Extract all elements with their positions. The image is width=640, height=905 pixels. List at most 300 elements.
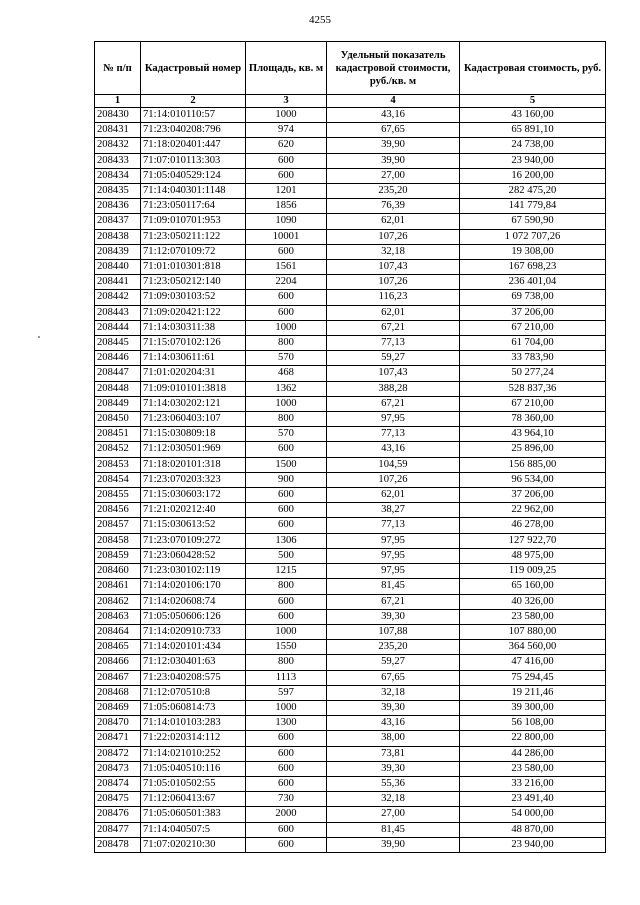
cadastral-number-cell: 71:05:010502:55 — [141, 776, 246, 791]
cadastral-cost-cell: 33 783,90 — [460, 351, 606, 366]
cadastral-cost-cell: 23 940,00 — [460, 153, 606, 168]
area-cell: 800 — [246, 412, 327, 427]
cadastral-number-cell: 71:14:030311:38 — [141, 320, 246, 335]
cadastral-number-cell: 71:23:060403:107 — [141, 412, 246, 427]
cadastral-cost-cell: 167 698,23 — [460, 260, 606, 275]
cadastral-cost-cell: 78 360,00 — [460, 412, 606, 427]
table-row — [95, 108, 606, 123]
area-cell: 600 — [246, 731, 327, 746]
area-cell: 600 — [246, 837, 327, 852]
area-cell: 468 — [246, 366, 327, 381]
table-row — [95, 275, 606, 290]
cadastral-cost-cell: 282 475,20 — [460, 184, 606, 199]
specific-index-cell: 43,16 — [327, 108, 460, 123]
table-row — [95, 518, 606, 533]
specific-index-cell: 97,95 — [327, 548, 460, 563]
area-cell: 800 — [246, 579, 327, 594]
cadastral-number-cell: 71:12:060413:67 — [141, 792, 246, 807]
cadastral-cost-cell: 156 885,00 — [460, 457, 606, 472]
specific-index-cell: 43,16 — [327, 716, 460, 731]
specific-index-cell: 116,23 — [327, 290, 460, 305]
cadastral-number-cell: 71:05:060501:383 — [141, 807, 246, 822]
specific-index-cell: 59,27 — [327, 351, 460, 366]
area-cell: 900 — [246, 472, 327, 487]
cadastral-number-cell: 71:07:010113:303 — [141, 153, 246, 168]
cadastral-cost-cell: 61 704,00 — [460, 336, 606, 351]
area-cell: 600 — [246, 153, 327, 168]
header-number: № п/п — [95, 42, 141, 95]
cadastral-cost-cell: 1 072 707,26 — [460, 229, 606, 244]
row-number-cell: 208434 — [95, 168, 141, 183]
area-cell: 600 — [246, 244, 327, 259]
row-number-cell: 208448 — [95, 381, 141, 396]
cadastral-number-cell: 71:15:030613:52 — [141, 518, 246, 533]
table-row — [95, 412, 606, 427]
specific-index-cell: 77,13 — [327, 336, 460, 351]
cadastral-cost-cell: 37 206,00 — [460, 488, 606, 503]
specific-index-cell: 67,21 — [327, 594, 460, 609]
table-row — [95, 214, 606, 229]
cadastral-number-cell: 71:12:030501:969 — [141, 442, 246, 457]
cadastral-cost-cell: 22 962,00 — [460, 503, 606, 518]
row-number-cell: 208467 — [95, 670, 141, 685]
table-row — [95, 153, 606, 168]
cadastral-cost-cell: 141 779,84 — [460, 199, 606, 214]
specific-index-cell: 107,43 — [327, 260, 460, 275]
area-cell: 1090 — [246, 214, 327, 229]
cadastral-number-cell: 71:14:010110:57 — [141, 108, 246, 123]
area-cell: 974 — [246, 123, 327, 138]
specific-index-cell: 59,27 — [327, 655, 460, 670]
table-row — [95, 320, 606, 335]
specific-index-cell: 107,88 — [327, 624, 460, 639]
specific-index-cell: 38,27 — [327, 503, 460, 518]
specific-index-cell: 27,00 — [327, 168, 460, 183]
row-number-cell: 208439 — [95, 244, 141, 259]
table-row — [95, 807, 606, 822]
specific-index-cell: 81,45 — [327, 579, 460, 594]
cadastral-number-cell: 71:09:020421:122 — [141, 305, 246, 320]
cadastral-number-cell: 71:23:060428:52 — [141, 548, 246, 563]
cadastral-cost-cell: 96 534,00 — [460, 472, 606, 487]
row-number-cell: 208437 — [95, 214, 141, 229]
row-number-cell: 208461 — [95, 579, 141, 594]
row-number-cell: 208470 — [95, 716, 141, 731]
area-cell: 600 — [246, 822, 327, 837]
specific-index-cell: 32,18 — [327, 792, 460, 807]
table-row — [95, 184, 606, 199]
table-row — [95, 579, 606, 594]
cadastral-number-cell: 71:14:040507:5 — [141, 822, 246, 837]
specific-index-cell: 55,36 — [327, 776, 460, 791]
row-number-cell: 208444 — [95, 320, 141, 335]
area-cell: 600 — [246, 168, 327, 183]
table-row — [95, 564, 606, 579]
cadastral-number-cell: 71:15:030809:18 — [141, 427, 246, 442]
cadastral-cost-cell: 23 580,00 — [460, 609, 606, 624]
specific-index-cell: 107,26 — [327, 229, 460, 244]
table-body — [95, 108, 606, 853]
area-cell: 1000 — [246, 320, 327, 335]
column-number: 3 — [246, 95, 327, 108]
area-cell: 1550 — [246, 640, 327, 655]
row-number-cell: 208435 — [95, 184, 141, 199]
row-number-cell: 208460 — [95, 564, 141, 579]
cadastral-cost-cell: 23 940,00 — [460, 837, 606, 852]
specific-index-cell: 39,30 — [327, 609, 460, 624]
table-row — [95, 260, 606, 275]
area-cell: 1300 — [246, 716, 327, 731]
row-number-cell: 208459 — [95, 548, 141, 563]
area-cell: 600 — [246, 305, 327, 320]
header-row — [95, 42, 606, 95]
table-row — [95, 244, 606, 259]
cadastral-cost-cell: 47 416,00 — [460, 655, 606, 670]
table-row — [95, 381, 606, 396]
row-number-cell: 208430 — [95, 108, 141, 123]
specific-index-cell: 67,65 — [327, 670, 460, 685]
specific-index-cell: 107,26 — [327, 472, 460, 487]
cadastral-number-cell: 71:12:030401:63 — [141, 655, 246, 670]
table-row — [95, 123, 606, 138]
specific-index-cell: 97,95 — [327, 564, 460, 579]
cadastral-number-cell: 71:01:020204:31 — [141, 366, 246, 381]
row-number-cell: 208457 — [95, 518, 141, 533]
row-number-cell: 208440 — [95, 260, 141, 275]
area-cell: 1561 — [246, 260, 327, 275]
specific-index-cell: 39,90 — [327, 153, 460, 168]
column-number: 2 — [141, 95, 246, 108]
cadastral-number-cell: 71:09:010101:3818 — [141, 381, 246, 396]
cadastral-cost-cell: 37 206,00 — [460, 305, 606, 320]
cadastral-cost-cell: 67 590,90 — [460, 214, 606, 229]
cadastral-number-cell: 71:22:020314:112 — [141, 731, 246, 746]
area-cell: 10001 — [246, 229, 327, 244]
cadastral-number-cell: 71:23:070203:323 — [141, 472, 246, 487]
table-row — [95, 472, 606, 487]
specific-index-cell: 27,00 — [327, 807, 460, 822]
area-cell: 1000 — [246, 396, 327, 411]
header-cadastral-cost: Кадастровая стоимость, руб. — [460, 42, 606, 95]
area-cell: 600 — [246, 761, 327, 776]
table-row — [95, 138, 606, 153]
row-number-cell: 208469 — [95, 700, 141, 715]
row-number-cell: 208451 — [95, 427, 141, 442]
table-row — [95, 457, 606, 472]
table-row — [95, 837, 606, 852]
table-row — [95, 533, 606, 548]
cadastral-value-table — [94, 41, 606, 853]
area-cell: 570 — [246, 351, 327, 366]
cadastral-number-cell: 71:15:030603:172 — [141, 488, 246, 503]
specific-index-cell: 62,01 — [327, 488, 460, 503]
row-number-cell: 208445 — [95, 336, 141, 351]
area-cell: 800 — [246, 336, 327, 351]
cadastral-number-cell: 71:14:020101:434 — [141, 640, 246, 655]
cadastral-cost-cell: 46 278,00 — [460, 518, 606, 533]
row-number-cell: 208455 — [95, 488, 141, 503]
cadastral-cost-cell: 69 738,00 — [460, 290, 606, 305]
table-row — [95, 229, 606, 244]
table-row — [95, 351, 606, 366]
specific-index-cell: 97,95 — [327, 412, 460, 427]
specific-index-cell: 77,13 — [327, 518, 460, 533]
row-number-cell: 208473 — [95, 761, 141, 776]
header-area: Площадь, кв. м — [246, 42, 327, 95]
cadastral-number-cell: 71:14:020106:170 — [141, 579, 246, 594]
cadastral-cost-cell: 25 896,00 — [460, 442, 606, 457]
row-number-cell: 208463 — [95, 609, 141, 624]
cadastral-cost-cell: 127 922,70 — [460, 533, 606, 548]
row-number-cell: 208447 — [95, 366, 141, 381]
table-row — [95, 290, 606, 305]
row-number-cell: 208449 — [95, 396, 141, 411]
specific-index-cell: 107,26 — [327, 275, 460, 290]
cadastral-cost-cell: 48 975,00 — [460, 548, 606, 563]
table-row — [95, 442, 606, 457]
area-cell: 1500 — [246, 457, 327, 472]
table-row — [95, 396, 606, 411]
area-cell: 600 — [246, 518, 327, 533]
specific-index-cell: 38,00 — [327, 731, 460, 746]
cadastral-number-cell: 71:14:040301:1148 — [141, 184, 246, 199]
row-number-cell: 208472 — [95, 746, 141, 761]
specific-index-cell: 32,18 — [327, 685, 460, 700]
row-number-cell: 208442 — [95, 290, 141, 305]
row-number-cell: 208478 — [95, 837, 141, 852]
cadastral-cost-cell: 67 210,00 — [460, 396, 606, 411]
cadastral-cost-cell: 44 286,00 — [460, 746, 606, 761]
row-number-cell: 208436 — [95, 199, 141, 214]
table-row — [95, 366, 606, 381]
column-number: 5 — [460, 95, 606, 108]
row-number-cell: 208464 — [95, 624, 141, 639]
area-cell: 1306 — [246, 533, 327, 548]
specific-index-cell: 67,21 — [327, 396, 460, 411]
area-cell: 1000 — [246, 700, 327, 715]
row-number-cell: 208466 — [95, 655, 141, 670]
table-row — [95, 700, 606, 715]
cadastral-cost-cell: 67 210,00 — [460, 320, 606, 335]
row-number-cell: 208433 — [95, 153, 141, 168]
cadastral-number-cell: 71:23:030102:119 — [141, 564, 246, 579]
specific-index-cell: 62,01 — [327, 305, 460, 320]
table-row — [95, 168, 606, 183]
area-cell: 1215 — [246, 564, 327, 579]
cadastral-cost-cell: 65 891,10 — [460, 123, 606, 138]
table-row — [95, 731, 606, 746]
row-number-cell: 208475 — [95, 792, 141, 807]
specific-index-cell: 77,13 — [327, 427, 460, 442]
cadastral-cost-cell: 364 560,00 — [460, 640, 606, 655]
table-row — [95, 640, 606, 655]
row-number-cell: 208468 — [95, 685, 141, 700]
row-number-cell: 208462 — [95, 594, 141, 609]
cadastral-number-cell: 71:23:050117:64 — [141, 199, 246, 214]
scan-speck — [38, 336, 40, 338]
cadastral-number-cell: 71:09:030103:52 — [141, 290, 246, 305]
table-row — [95, 199, 606, 214]
cadastral-number-cell: 71:01:010301:818 — [141, 260, 246, 275]
table-row — [95, 776, 606, 791]
cadastral-cost-cell: 236 401,04 — [460, 275, 606, 290]
cadastral-number-cell: 71:05:060814:73 — [141, 700, 246, 715]
specific-index-cell: 39,90 — [327, 138, 460, 153]
cadastral-number-cell: 71:14:020608:74 — [141, 594, 246, 609]
row-number-cell: 208458 — [95, 533, 141, 548]
area-cell: 1113 — [246, 670, 327, 685]
area-cell: 600 — [246, 488, 327, 503]
column-number-row — [95, 95, 606, 108]
cadastral-number-cell: 71:05:040529:124 — [141, 168, 246, 183]
table-row — [95, 548, 606, 563]
cadastral-cost-cell: 528 837,36 — [460, 381, 606, 396]
cadastral-number-cell: 71:12:070109:72 — [141, 244, 246, 259]
row-number-cell: 208476 — [95, 807, 141, 822]
column-number: 1 — [95, 95, 141, 108]
cadastral-cost-cell: 119 009,25 — [460, 564, 606, 579]
row-number-cell: 208450 — [95, 412, 141, 427]
area-cell: 600 — [246, 290, 327, 305]
cadastral-number-cell: 71:21:020212:40 — [141, 503, 246, 518]
table-row — [95, 609, 606, 624]
cadastral-cost-cell: 24 738,00 — [460, 138, 606, 153]
row-number-cell: 208465 — [95, 640, 141, 655]
specific-index-cell: 32,18 — [327, 244, 460, 259]
cadastral-cost-cell: 107 880,00 — [460, 624, 606, 639]
area-cell: 600 — [246, 746, 327, 761]
header-specific-index: Удельный показатель кадастровой стоимости, руб./кв. м — [327, 42, 460, 95]
cadastral-cost-cell: 19 308,00 — [460, 244, 606, 259]
table-row — [95, 624, 606, 639]
cadastral-cost-cell: 23 580,00 — [460, 761, 606, 776]
specific-index-cell: 39,30 — [327, 700, 460, 715]
table-row — [95, 685, 606, 700]
area-cell: 1000 — [246, 624, 327, 639]
cadastral-cost-cell: 65 160,00 — [460, 579, 606, 594]
area-cell: 600 — [246, 594, 327, 609]
row-number-cell: 208477 — [95, 822, 141, 837]
page-number: 4255 — [309, 14, 331, 26]
area-cell: 2000 — [246, 807, 327, 822]
table-row — [95, 792, 606, 807]
cadastral-number-cell: 71:14:020910:733 — [141, 624, 246, 639]
cadastral-number-cell: 71:14:021010:252 — [141, 746, 246, 761]
area-cell: 620 — [246, 138, 327, 153]
row-number-cell: 208431 — [95, 123, 141, 138]
specific-index-cell: 388,28 — [327, 381, 460, 396]
cadastral-cost-cell: 43 964,10 — [460, 427, 606, 442]
table-row — [95, 716, 606, 731]
cadastral-number-cell: 71:09:010701:953 — [141, 214, 246, 229]
area-cell: 1000 — [246, 108, 327, 123]
cadastral-cost-cell: 43 160,00 — [460, 108, 606, 123]
area-cell: 1362 — [246, 381, 327, 396]
specific-index-cell: 235,20 — [327, 640, 460, 655]
table-row — [95, 427, 606, 442]
cadastral-cost-cell: 50 277,24 — [460, 366, 606, 381]
specific-index-cell: 97,95 — [327, 533, 460, 548]
table-row — [95, 761, 606, 776]
cadastral-number-cell: 71:18:020401:447 — [141, 138, 246, 153]
row-number-cell: 208446 — [95, 351, 141, 366]
column-number: 4 — [327, 95, 460, 108]
specific-index-cell: 235,20 — [327, 184, 460, 199]
row-number-cell: 208432 — [95, 138, 141, 153]
header-cadastral-number: Кадастровый номер — [141, 42, 246, 95]
table-row — [95, 503, 606, 518]
cadastral-number-cell: 71:15:070102:126 — [141, 336, 246, 351]
cadastral-number-cell: 71:07:020210:30 — [141, 837, 246, 852]
specific-index-cell: 39,90 — [327, 837, 460, 852]
cadastral-number-cell: 71:12:070510:8 — [141, 685, 246, 700]
area-cell: 1856 — [246, 199, 327, 214]
row-number-cell: 208452 — [95, 442, 141, 457]
table-row — [95, 822, 606, 837]
specific-index-cell: 104,59 — [327, 457, 460, 472]
cadastral-number-cell: 71:18:020101:318 — [141, 457, 246, 472]
area-cell: 597 — [246, 685, 327, 700]
cadastral-number-cell: 71:05:050606:126 — [141, 609, 246, 624]
area-cell: 600 — [246, 503, 327, 518]
specific-index-cell: 43,16 — [327, 442, 460, 457]
table-row — [95, 670, 606, 685]
specific-index-cell: 73,81 — [327, 746, 460, 761]
specific-index-cell: 62,01 — [327, 214, 460, 229]
cadastral-number-cell: 71:23:050212:140 — [141, 275, 246, 290]
cadastral-cost-cell: 54 000,00 — [460, 807, 606, 822]
cadastral-number-cell: 71:14:030611:61 — [141, 351, 246, 366]
specific-index-cell: 81,45 — [327, 822, 460, 837]
row-number-cell: 208471 — [95, 731, 141, 746]
table-row — [95, 336, 606, 351]
row-number-cell: 208438 — [95, 229, 141, 244]
cadastral-cost-cell: 40 326,00 — [460, 594, 606, 609]
area-cell: 2204 — [246, 275, 327, 290]
area-cell: 730 — [246, 792, 327, 807]
cadastral-cost-cell: 23 491,40 — [460, 792, 606, 807]
table-row — [95, 594, 606, 609]
area-cell: 500 — [246, 548, 327, 563]
table-row — [95, 746, 606, 761]
specific-index-cell: 67,65 — [327, 123, 460, 138]
cadastral-number-cell: 71:23:070109:272 — [141, 533, 246, 548]
area-cell: 800 — [246, 655, 327, 670]
cadastral-number-cell: 71:23:050211:122 — [141, 229, 246, 244]
cadastral-cost-cell: 19 211,46 — [460, 685, 606, 700]
area-cell: 600 — [246, 609, 327, 624]
cadastral-number-cell: 71:14:030202:121 — [141, 396, 246, 411]
row-number-cell: 208454 — [95, 472, 141, 487]
cadastral-cost-cell: 39 300,00 — [460, 700, 606, 715]
row-number-cell: 208453 — [95, 457, 141, 472]
area-cell: 1201 — [246, 184, 327, 199]
cadastral-cost-cell: 56 108,00 — [460, 716, 606, 731]
cadastral-number-cell: 71:05:040510:116 — [141, 761, 246, 776]
cadastral-cost-cell: 48 870,00 — [460, 822, 606, 837]
table-row — [95, 305, 606, 320]
specific-index-cell: 107,43 — [327, 366, 460, 381]
row-number-cell: 208443 — [95, 305, 141, 320]
row-number-cell: 208441 — [95, 275, 141, 290]
cadastral-cost-cell: 22 800,00 — [460, 731, 606, 746]
cadastral-number-cell: 71:23:040208:575 — [141, 670, 246, 685]
row-number-cell: 208474 — [95, 776, 141, 791]
area-cell: 570 — [246, 427, 327, 442]
area-cell: 600 — [246, 442, 327, 457]
row-number-cell: 208456 — [95, 503, 141, 518]
cadastral-cost-cell: 16 200,00 — [460, 168, 606, 183]
